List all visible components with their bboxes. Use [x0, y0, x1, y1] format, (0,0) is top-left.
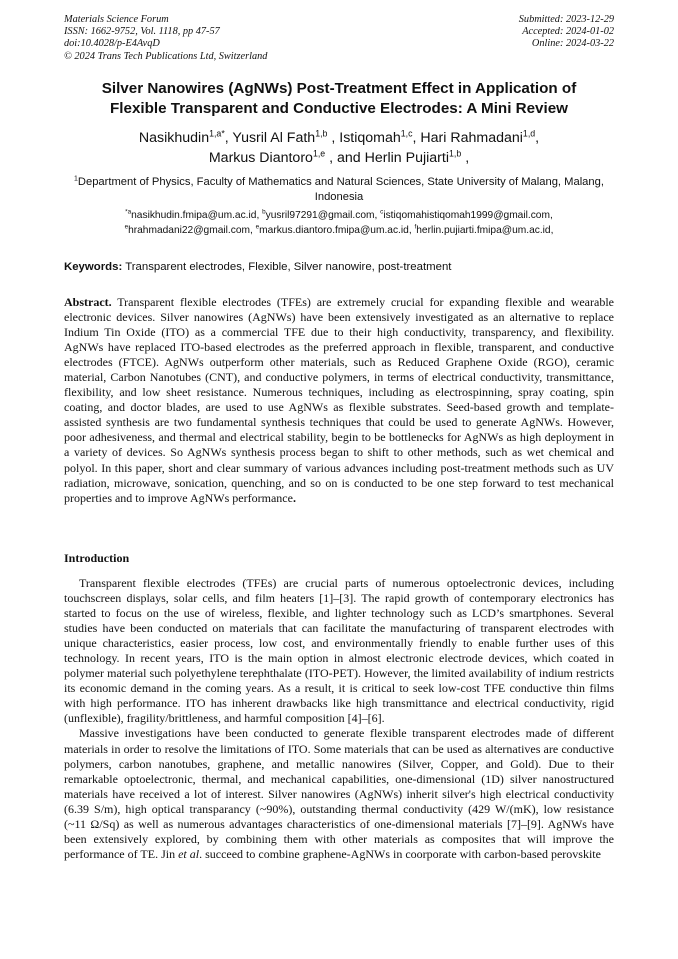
- email-address[interactable]: markus.diantoro.fmipa@um.ac.id: [259, 224, 409, 236]
- journal-info: [64, 14, 267, 63]
- email-address[interactable]: istiqomahistiqomah1999@gmail.com: [383, 210, 550, 221]
- title-line-1: Silver Nanowires (AgNWs) Post-Treatment Effect in Application of: [101, 80, 577, 97]
- abstract-text: Transparent flexible electrodes (TFEs) are extremely crucial for expanding flexible and wearable electronic devices. Silver nanowires (AgNWs) have been extensively investigated as an alternative to replace Indium Tin Oxide (ITO) as a commercial TFE due to their high conductivity, transparency, and flexibility. AgNWs have replaced ITO-based electrodes as the preferred approach in flexible, transparent, and conductive electrodes (FTCE). AgNWs outperform other materials, such as Reduced Graphene Oxide (RGO), ceramic material, Carbon Nanotubes (CNT), and conductive polymers, in terms of electrical conductivity, transmittance, flexibility, and low sheet resistance. Numerous techniques, including as electrospinning, spray coating, spin coating, and doctor blades, are used to use AgNWs as flexible substrates. Seed-based growth and template-assisted synthesis are two fundamental synthesis techniques that could be used to generate AgNWs. However, poor adhesiveness, and thermal and electrical stability, begin to be bottlenecks for AgNWs as high deployment in a variety of devices. So AgNWs synthesis process began to shift to other methods, such as wet chemical and polyol. In this paper, short and clear summary of various advances including post-treatment methods such as UV radiation, microwave, sonication, quenching, and so on is conducted to be one step forward to test mechanical properties and to improve AgNWs performance: [64, 295, 614, 505]
- email-address[interactable]: nasikhudin.fmipa@um.ac.id: [131, 210, 257, 221]
- intro-p2-text: Massive investigations have been conducted to generate flexible transparent electrodes made of different materials in order to resolve the limitations of ITO. Some materials that can be used as alternatives are conductive polymers, carbon nanotubes, graphene, and metallic nanowires (Silver, Copper, and Gold). Due to their remarkable optoelectronic, thermal, and mechanical capabilities, one-dimensional (1D) silver nanostructured materials have received a lot of interest. Silver nanowires (AgNWs) inherit silver's high electrical conductivity (6.39 S/m), high optical transparancy (~90%), outstanding thermal conductivity (429 W/(mK), low resistance (~11 Ω/Sq) as well as numerous advantages characteristics of one-dimensional materials [7]–[9]. AgNWs have been extensively explored, by combining them with other materials as composites that will improve the performance of TE. Jin: [64, 726, 614, 861]
- author-sep: ,: [461, 149, 470, 166]
- keywords: [64, 260, 614, 274]
- keywords-text: Transparent electrodes, Flexible, Silver nanowire, post-treatment: [122, 261, 452, 273]
- author-line-1: [40, 129, 638, 149]
- affiliation-text: Department of Physics, Faculty of Mathematics and Natural Sciences, State University of Malang, Malang, Indonesia: [77, 176, 604, 203]
- author-name: Markus Diantoro: [208, 149, 313, 166]
- author-sup: 1,d: [522, 128, 536, 139]
- email-sep: ,: [256, 210, 263, 221]
- email-address[interactable]: herlin.pujiarti.fmipa@um.ac.id: [416, 224, 551, 236]
- abstract: [64, 295, 614, 506]
- author-sup: 1,b: [449, 147, 462, 158]
- journal-name: Materials Science Forum: [64, 14, 169, 25]
- author-sup: 1,c: [400, 128, 413, 139]
- author-sep: ,: [412, 130, 421, 146]
- keywords-label: Keywords:: [64, 261, 123, 273]
- author-name: Yusril Al Fath: [232, 130, 316, 146]
- email-sup: f: [414, 223, 417, 231]
- author-sup: 1,e: [312, 147, 326, 158]
- author-sep: , and: [325, 149, 365, 166]
- accepted-date: Accepted: 2024-01-02: [522, 26, 614, 38]
- author-sep: ,: [327, 130, 340, 146]
- email-sup: c: [380, 208, 384, 216]
- email-sep: ,: [550, 224, 554, 236]
- author-sep: ,: [535, 130, 540, 146]
- email-sup: b: [262, 208, 266, 216]
- author-name: Nasikhudin: [138, 130, 210, 146]
- journal-issn: ISSN: 1662-9752, Vol. 1118, pp 47-57: [64, 26, 220, 38]
- abstract-label: Abstract.: [64, 295, 112, 309]
- email-sep: ,: [408, 224, 415, 236]
- email-sep: ,: [549, 210, 553, 221]
- paper-title: [40, 79, 638, 118]
- email-list: [64, 209, 614, 238]
- section-heading-introduction: Introduction: [64, 551, 130, 565]
- journal-doi: doi:10.4028/p-E4AvqD: [64, 38, 160, 50]
- journal-copyright: © 2024 Trans Tech Publications Ltd, Switzerland: [64, 50, 268, 62]
- author-name: Istiqomah: [339, 130, 401, 146]
- online-date: Online: 2024-03-22: [531, 38, 614, 50]
- intro-p2-italic: et al: [178, 846, 200, 861]
- introduction-body: [64, 576, 614, 862]
- email-address[interactable]: hrahmadani22@gmail.com: [128, 224, 250, 236]
- title-line-2: Flexible Transparent and Conductive Electrodes: A Mini Review: [110, 99, 568, 117]
- intro-paragraph-1: Transparent flexible electrodes (TFEs) are crucial parts of numerous optoelectronic devices, including touchscreen displays, solar cells, and film heaters [1]–[3]. The rapid growth of contemporary electronics has started to focus on the use of wireless, flexible, and lighter technology such as LCD’s smartphones. Several studies have been conducted on materials that can facilitate the manufacturing of transparent electrodes with unique characteristics, easier process, low cost, and environmentally friendly to enable further uses of this technology. In recent years, ITO is the main option in almost electronic electrode devices, which coated in polymer material such polyethylene terephthalate (ITO-PET). However, the limited availability of indium restricts its economic demand in the coming years. As a result, it is critical to seek low-cost TFE conductive thin films with high performance. ITO has inherent drawbacks like high transmittance and electrical conductivity, rigid (unflexible), fragility/brittleness, and harmful composition [4]–[6].: [64, 576, 614, 726]
- email-sep: ,: [249, 224, 256, 236]
- author-sep: ,: [224, 130, 233, 146]
- submission-dates: [519, 14, 614, 51]
- email-sup: e: [255, 223, 260, 231]
- intro-paragraph-2: [64, 726, 614, 861]
- affiliation-sup: 1: [74, 175, 78, 183]
- author-sup: 1,a*: [209, 128, 225, 139]
- author-name: Herlin Pujiarti: [364, 149, 450, 166]
- abstract-end: .: [292, 490, 296, 505]
- email-address[interactable]: yusril97291@gmail.com: [265, 210, 375, 221]
- author-list: [40, 129, 638, 168]
- author-line-2: [40, 149, 638, 169]
- affiliation: [64, 175, 614, 205]
- submitted-date: Submitted: 2023-12-29: [518, 14, 614, 25]
- intro-p2-text-end: . succeed to combine graphene-AgNWs in coorporate with carbon-based perovskite: [199, 846, 601, 861]
- email-sup: e: [124, 223, 129, 231]
- email-sup: *a: [125, 208, 132, 216]
- author-sup: 1,b: [315, 128, 328, 139]
- author-name: Hari Rahmadani: [420, 130, 523, 146]
- email-sep: ,: [374, 210, 381, 221]
